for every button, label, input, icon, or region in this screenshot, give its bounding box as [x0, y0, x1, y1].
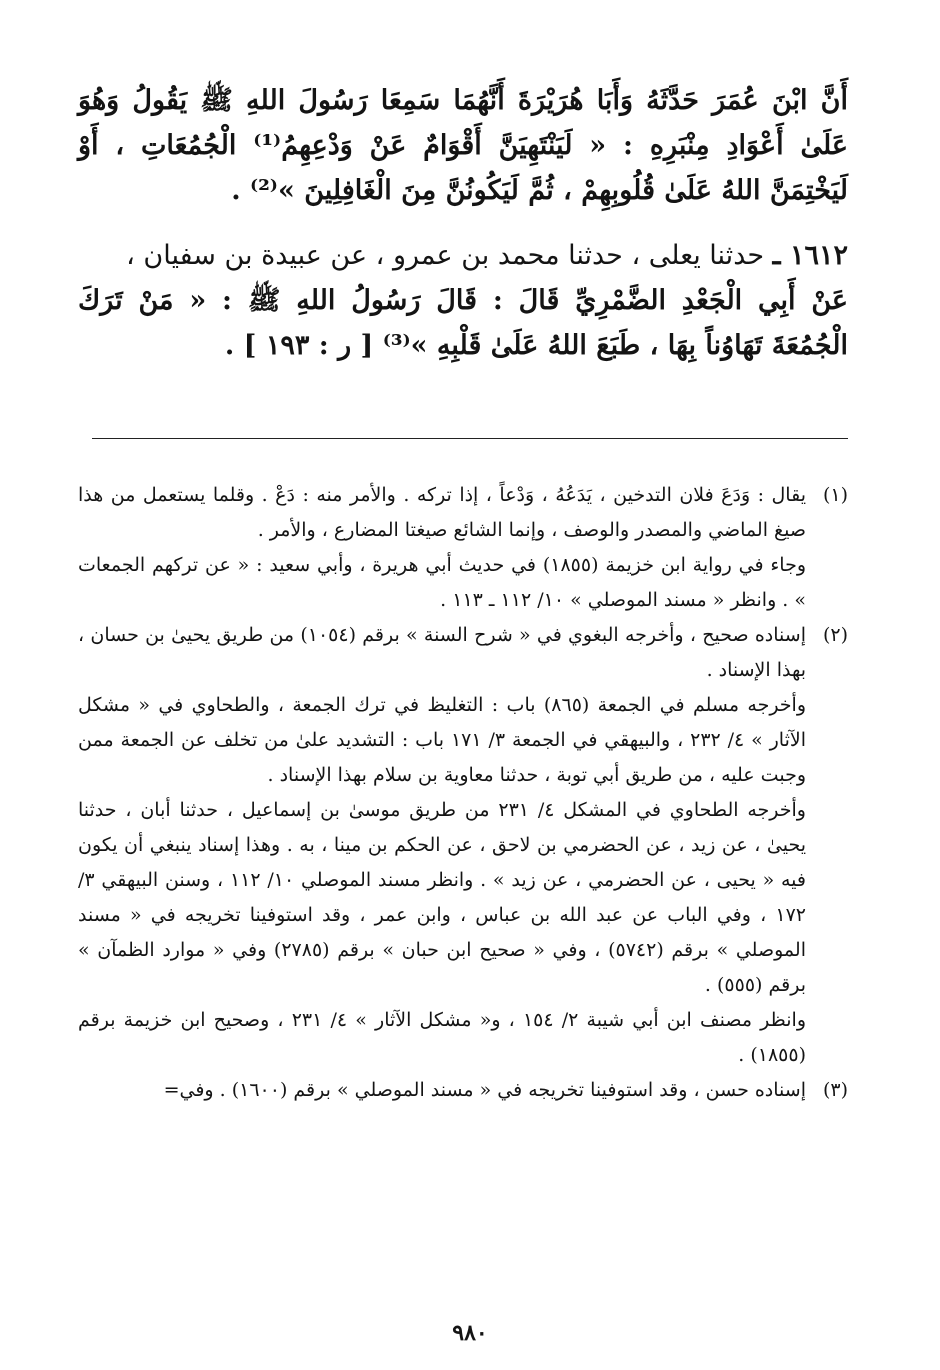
- isnad-text: حدثنا يعلى ، حدثنا محمد بن عمرو ، عن عبيدة بن سفيان ،: [126, 240, 765, 271]
- page-number: ٩٨٠: [452, 1320, 488, 1346]
- hadith-text-continued: أَنَّ ابْنَ عُمَرَ حَدَّثَهُ وَأَبَا هُرَيْرَةَ أَنَّهُمَا سَمِعَا رَسُولَ اللهِ ﷺ يَقُولُ وَهُوَ عَلَىٰ أَعْوَادِ مِنْبَرِهِ : « لَيَنْتَهِيَنَّ أَقْوَامٌ عَنْ وَدْعِهِمُ⁽¹⁾ الْجُمُعَاتِ ، أَوْ لَيَخْتِمَنَّ اللهُ عَلَىٰ قُلُوبِهِمْ ، ثُمَّ لَيَكُونُنَّ مِنَ الْغَافِلِينَ »⁽²⁾ .: [78, 85, 849, 206]
- hadith-isnad: [78, 233, 848, 278]
- footnote: [78, 618, 848, 1073]
- footnote-paragraph: وأخرجه مسلم في الجمعة (٨٦٥) باب : التغليظ في ترك الجمعة ، والطحاوي في « مشكل الآثار » ٤/ ٢٣٢ ، والبيهقي في الجمعة ٣/ ١٧١ باب : التشديد علىٰ من تخلف عن الجمعة ممن وجبت عليه ، من طريق أبي توبة ، حدثنا معاوية بن سلام بهذا الإسناد .: [78, 694, 806, 786]
- main-text: [78, 78, 848, 368]
- footnote-paragraph: إسناده حسن ، وقد استوفينا تخريجه في « مسند الموصلي » برقم (١٦٠٠) . وفي=: [163, 1079, 806, 1101]
- footnotes: [78, 478, 848, 1108]
- footnote-number: (١): [822, 484, 848, 506]
- footnote-paragraph: إسناده صحيح ، وأخرجه البغوي في « شرح السنة » برقم (١٠٥٤) من طريق يحيىٰ بن حسان ، بهذا الإسناد .: [78, 624, 806, 681]
- footnote-number: (٢): [822, 624, 848, 646]
- footnote-paragraph: يقال : وَدَعَ فلان التدخين ، يَدَعُهُ ، وَدْعاً ، إذا تركه . والأمر منه : دَعْ . وقلما يستعمل من هذا صيغ الماضي والمصدر والوصف ، وإنما الشائع صيغتا المضارع ، والأمر .: [78, 484, 806, 541]
- hadith-number: ١٦١٢ ـ: [772, 240, 848, 271]
- hadith-matn: عَنْ أَبِي الْجَعْدِ الضَّمْرِيِّ قَالَ : قَالَ رَسُولُ اللهِ ﷺ : « مَنْ تَرَكَ الْجُمُعَةَ تَهَاوُناً بِهَا ، طَبَعَ اللهُ عَلَىٰ قَلْبِهِ »⁽³⁾ [ ر : ١٩٣ ] .: [78, 285, 848, 361]
- footnote-separator: [92, 438, 848, 439]
- footnote-number: (٣): [822, 1079, 848, 1101]
- footnote: [78, 478, 848, 618]
- footnote-paragraph: وانظر مصنف ابن أبي شيبة ٢/ ١٥٤ ، و« مشكل الآثار » ٤/ ٢٣١ ، وصحيح ابن خزيمة برقم (١٨٥٥) .: [78, 1009, 806, 1066]
- footnote: [78, 1073, 848, 1108]
- footnote-paragraph: وجاء في رواية ابن خزيمة (١٨٥٥) في حديث أبي هريرة ، وأبي سعيد : « عن تركهم الجمعات » . وانظر « مسند الموصلي » ١٠/ ١١٢ ـ ١١٣ .: [78, 554, 807, 611]
- footnote-paragraph: وأخرجه الطحاوي في المشكل ٤/ ٢٣١ من طريق موسىٰ بن إسماعيل ، حدثنا أبان ، حدثنا يحيىٰ ، عن زيد ، عن الحضرمي بن لاحق ، عن الحكم بن مينا ، به . وهذا إسناد ينبغي أن يكون فيه « يحيى ، عن الحضرمي ، عن زيد » . وانظر مسند الموصلي ١٠/ ١١٢ ، وسنن البيهقي ٣/ ١٧٢ ، وفي الباب عن عبد الله بن عباس ، وابن عمر ، وقد استوفينا تخريجه في « مسند الموصلي » برقم (٥٧٤٢) ، وفي « صحيح ابن حبان » برقم (٢٧٨٥) وفي « موارد الظمآن » برقم (٥٥٥) .: [78, 799, 806, 996]
